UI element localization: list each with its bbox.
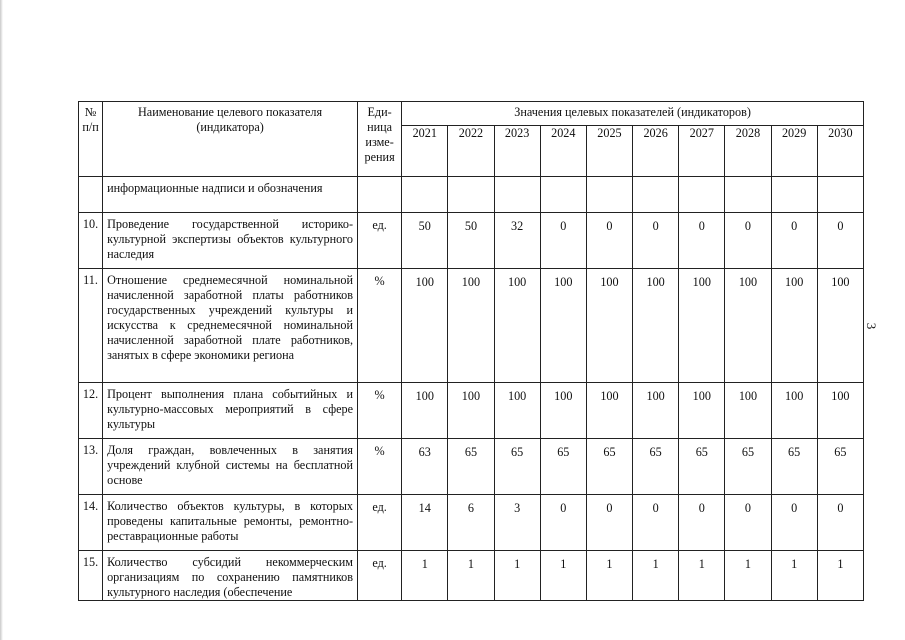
indicator-name: Проведение государственной историко-культурной экспертизы объектов культурного наследия (103, 213, 358, 269)
indicator-value: 1 (771, 551, 817, 601)
indicator-value: 14 (402, 495, 448, 551)
indicator-unit: % (358, 383, 402, 439)
indicator-value: 100 (771, 383, 817, 439)
header-num: № п/п (79, 102, 103, 177)
indicator-value: 100 (448, 383, 494, 439)
indicator-value: 1 (540, 551, 586, 601)
indicator-value: 65 (494, 439, 540, 495)
indicator-value: 100 (586, 383, 632, 439)
indicator-value: 100 (494, 269, 540, 383)
indicator-value: 1 (817, 551, 863, 601)
indicator-value: 3 (494, 495, 540, 551)
indicator-unit: ед. (358, 551, 402, 601)
indicator-value: 65 (633, 439, 679, 495)
header-row-1 (79, 102, 864, 126)
table-row (79, 383, 864, 439)
indicator-value: 1 (586, 551, 632, 601)
indicator-value: 65 (540, 439, 586, 495)
table-body (79, 177, 864, 601)
indicator-value: 0 (540, 213, 586, 269)
indicator-value: 0 (540, 495, 586, 551)
indicator-value: 0 (586, 213, 632, 269)
indicator-value: 100 (540, 383, 586, 439)
indicator-value: 0 (586, 495, 632, 551)
indicator-value: 65 (771, 439, 817, 495)
indicator-value: 100 (402, 383, 448, 439)
indicator-value (817, 177, 863, 213)
indicator-value: 0 (633, 213, 679, 269)
indicator-value: 1 (633, 551, 679, 601)
indicator-value: 65 (448, 439, 494, 495)
page-number: 3 (864, 322, 879, 330)
indicator-value (586, 177, 632, 213)
header-year: 2026 (633, 126, 679, 177)
row-number: 15. (79, 551, 103, 601)
indicator-value: 32 (494, 213, 540, 269)
row-number: 14. (79, 495, 103, 551)
header-year: 2027 (679, 126, 725, 177)
indicator-value: 6 (448, 495, 494, 551)
indicator-value: 0 (679, 213, 725, 269)
header-year: 2024 (540, 126, 586, 177)
indicator-unit: ед. (358, 213, 402, 269)
header-year: 2021 (402, 126, 448, 177)
row-number: 12. (79, 383, 103, 439)
indicator-unit: % (358, 439, 402, 495)
row-number: 11. (79, 269, 103, 383)
indicator-value: 0 (817, 495, 863, 551)
indicator-value: 100 (540, 269, 586, 383)
header-year: 2029 (771, 126, 817, 177)
indicator-name: Количество объектов культуры, в которых проведены капитальные ремонты, ремонтно-реставрационные работы (103, 495, 358, 551)
indicator-name: информационные надписи и обозначения (103, 177, 358, 213)
indicator-value: 1 (494, 551, 540, 601)
indicator-name: Отношение среднемесячной номинальной начисленной заработной платы работников государственных учреждений культуры и искусства к среднемесячной номинальной начисленной заработной плате работников, занятых в сфере экономики региона (103, 269, 358, 383)
row-number: 13. (79, 439, 103, 495)
indicator-value: 100 (817, 383, 863, 439)
table-row (79, 177, 864, 213)
header-year: 2030 (817, 126, 863, 177)
header-year: 2022 (448, 126, 494, 177)
indicator-value: 100 (633, 383, 679, 439)
indicator-name: Количество субсидий некоммерческим организациям по сохранению памятников культурного наследия (обеспечение (103, 551, 358, 601)
table-row (79, 551, 864, 601)
indicator-value: 100 (494, 383, 540, 439)
indicator-value: 0 (817, 213, 863, 269)
target-indicators-table (78, 101, 864, 601)
indicator-name: Доля граждан, вовлеченных в занятия учреждений клубной системы на бесплатной основе (103, 439, 358, 495)
indicator-value: 100 (633, 269, 679, 383)
indicator-value: 100 (679, 269, 725, 383)
table-row (79, 439, 864, 495)
indicator-value: 100 (771, 269, 817, 383)
indicator-value (540, 177, 586, 213)
header-values-group: Значения целевых показателей (индикаторов) (402, 102, 864, 126)
header-year: 2025 (586, 126, 632, 177)
indicator-value: 0 (725, 213, 771, 269)
indicator-value: 100 (725, 383, 771, 439)
indicator-value: 100 (448, 269, 494, 383)
indicator-value: 0 (633, 495, 679, 551)
indicator-name: Процент выполнения плана событийных и культурно-массовых мероприятий в сфере культуры (103, 383, 358, 439)
indicator-unit: % (358, 269, 402, 383)
indicator-value: 65 (586, 439, 632, 495)
indicator-value: 1 (402, 551, 448, 601)
indicator-value: 1 (448, 551, 494, 601)
indicator-value: 1 (725, 551, 771, 601)
indicator-value: 100 (586, 269, 632, 383)
row-number: 10. (79, 213, 103, 269)
table-row (79, 269, 864, 383)
header-unit: Еди-ница изме-рения (358, 102, 402, 177)
indicator-value: 100 (402, 269, 448, 383)
table-row (79, 495, 864, 551)
header-name: Наименование целевого показателя (индикатора) (103, 102, 358, 177)
header-year: 2023 (494, 126, 540, 177)
indicator-value: 0 (771, 495, 817, 551)
indicator-value: 0 (771, 213, 817, 269)
indicator-unit (358, 177, 402, 213)
indicator-value: 63 (402, 439, 448, 495)
scan-edge-shadow (0, 0, 3, 640)
indicator-value: 0 (725, 495, 771, 551)
indicator-value (725, 177, 771, 213)
indicator-value: 100 (679, 383, 725, 439)
indicator-value: 65 (725, 439, 771, 495)
indicator-value: 0 (679, 495, 725, 551)
header-year: 2028 (725, 126, 771, 177)
indicator-value: 1 (679, 551, 725, 601)
indicator-value: 100 (725, 269, 771, 383)
indicator-value: 50 (448, 213, 494, 269)
table-row (79, 213, 864, 269)
indicator-value: 65 (679, 439, 725, 495)
indicator-value (494, 177, 540, 213)
indicator-value (771, 177, 817, 213)
indicator-value (633, 177, 679, 213)
indicator-unit: ед. (358, 495, 402, 551)
row-number (79, 177, 103, 213)
indicator-value: 65 (817, 439, 863, 495)
indicator-value: 50 (402, 213, 448, 269)
indicator-value (448, 177, 494, 213)
indicator-value (402, 177, 448, 213)
indicator-value (679, 177, 725, 213)
indicator-value: 100 (817, 269, 863, 383)
